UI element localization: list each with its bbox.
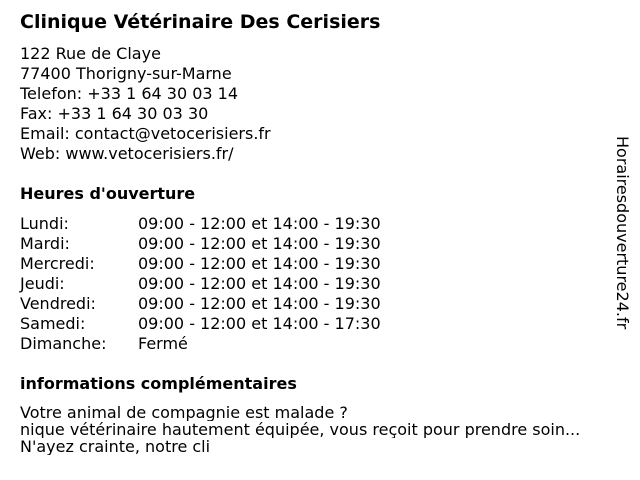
info-line: nique vétérinaire hautement équipée, vous reçoit pour prendre soin... [20,421,581,438]
contact-block [20,44,271,164]
day-hours: 09:00 - 12:00 et 14:00 - 17:30 [138,314,381,333]
street-address: 122 Rue de Claye [20,44,161,63]
day-label: Dimanche: [20,334,107,353]
day-label: Mardi: [20,234,70,253]
additional-info-heading: informations complémentaires [20,374,297,393]
day-hours: 09:00 - 12:00 et 14:00 - 19:30 [138,234,381,253]
day-hours: 09:00 - 12:00 et 14:00 - 19:30 [138,274,381,293]
phone-number: Telefon: +33 1 64 30 03 14 [20,84,239,103]
day-hours: 09:00 - 12:00 et 14:00 - 19:30 [138,294,381,313]
email-address: Email: contact@vetocerisiers.fr [20,124,271,143]
additional-info-text [20,404,632,455]
day-hours: 09:00 - 12:00 et 14:00 - 19:30 [138,214,381,233]
site-watermark: Horairesdouverture24.fr [613,136,632,330]
opening-hours-heading: Heures d'ouverture [20,184,196,203]
day-label: Vendredi: [20,294,96,313]
website-address: Web: www.vetocerisiers.fr/ [20,144,234,163]
day-hours: Fermé [138,334,188,353]
fax-number: Fax: +33 1 64 30 03 30 [20,104,209,123]
day-label: Jeudi: [20,274,65,293]
day-label: Lundi: [20,214,69,233]
info-line: N'ayez crainte, notre cli [20,438,211,455]
day-hours: 09:00 - 12:00 et 14:00 - 19:30 [138,254,381,273]
info-line: Votre animal de compagnie est malade ? [20,404,348,421]
day-label: Mercredi: [20,254,95,273]
day-label: Samedi: [20,314,86,333]
city-address: 77400 Thorigny-sur-Marne [20,64,232,83]
clinic-name: Clinique Vétérinaire Des Cerisiers [20,11,381,33]
